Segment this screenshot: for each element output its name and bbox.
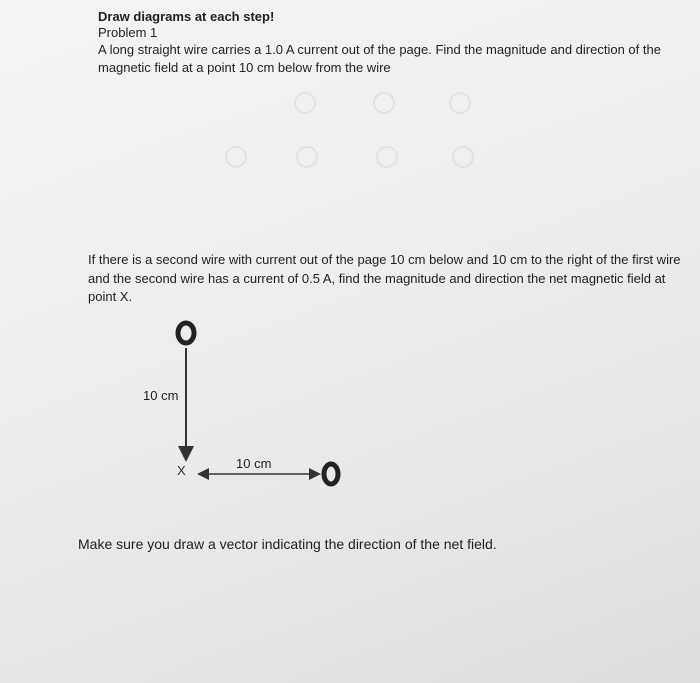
- first-wire-symbol: [178, 323, 194, 343]
- point-x-label: X: [177, 463, 186, 478]
- net-field-instruction: Make sure you draw a vector indicating the direction of the net field.: [78, 536, 497, 552]
- problem-text: A long straight wire carries a 1.0 A current out of the page. Find the magnitude and direction of the magnetic field at a point 10 cm below from the wire: [98, 42, 661, 75]
- second-wire-question: If there is a second wire with current out of the page 10 cm below and 10 cm to the right of the first wire and the second wire has a current of 0.5 A, find the magnitude and direction the net magnetic field at point X.: [88, 252, 681, 304]
- instruction-heading: Draw diagrams at each step!: [98, 9, 275, 24]
- second-wire-symbol: [324, 464, 338, 484]
- vertical-distance-label: 10 cm: [143, 388, 179, 403]
- horizontal-distance-label: 10 cm: [236, 456, 272, 471]
- problem-label: Problem 1: [98, 25, 158, 40]
